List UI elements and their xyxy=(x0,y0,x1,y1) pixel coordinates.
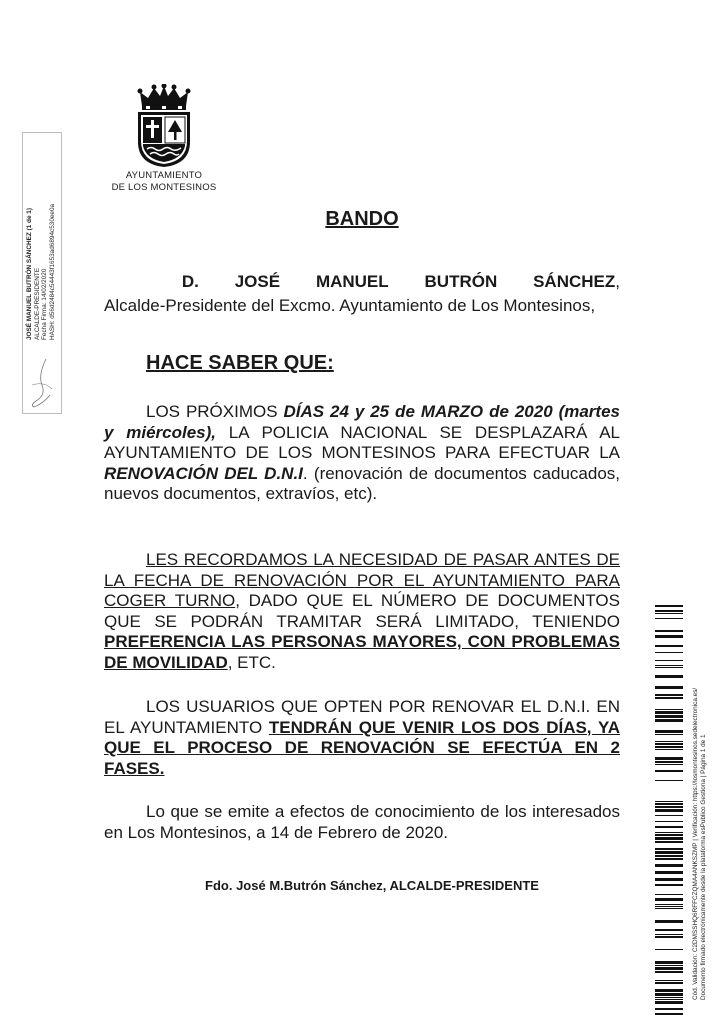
name-word-1: JOSÉ xyxy=(234,272,281,291)
p3-text-a: LOS USUARIOS QUE OPTEN POR RENOVAR EL D.N.I. EN EL AYUNTAMIENTO xyxy=(104,697,620,737)
mayor-role: Alcalde-Presidente del Excmo. Ayuntamiento de Los Montesinos, xyxy=(104,296,596,315)
p1-dates: DÍAS 24 y 25 de MARZO de 2020 (martes y miércoles), xyxy=(104,402,620,442)
name-word-4: SÁNCHEZ xyxy=(533,272,616,291)
paragraph-closing xyxy=(104,802,620,843)
stamp-date: Fecha Firma: 14/02/2020 xyxy=(41,268,49,340)
p2-reminder: LES RECORDAMOS LA NECESIDAD DE PASAR ANTES DE LA FECHA DE RENOVACIÓN POR EL AYUNTAMIENTO PARA COGER TURNO xyxy=(104,550,620,610)
p1-text-a: LOS PRÓXIMOS xyxy=(146,402,284,421)
name-word-2: MANUEL xyxy=(315,272,389,291)
p3-two-days: TENDRÁN QUE VENIR LOS DOS DÍAS, YA QUE EL PROCESO DE RENOVACIÓN SE EFECTÚA EN 2 FASES. xyxy=(104,717,620,778)
p1-text-e: . (renovación de documentos caducados, nuevos documentos, extravíos, etc). xyxy=(104,463,620,503)
paragraph-turn xyxy=(104,550,620,673)
p1-text-c: LA POLICIA NACIONAL SE DESPLAZARÁ AL AYUNTAMIENTO DE LOS MONTESINOS PARA EFECTUAR LA xyxy=(104,422,620,462)
verification-text xyxy=(692,688,708,1000)
honorific: D. xyxy=(181,272,199,291)
verification-line-1: Cód. Validación: C2DMSSHQ6RFFCZQMA4ANKSZMP | Verificación: https://losmontesinos.sedelectronica.es/ xyxy=(692,687,699,1000)
name-comma: , xyxy=(615,272,620,291)
paragraph-dates xyxy=(104,402,620,505)
verification-line-2: Documento firmado electrónicamente desde la plataforma esPublico Gestiona | Página 1 de 1 xyxy=(700,734,708,1000)
paragraph-two-days xyxy=(104,697,620,779)
signature-line: Fdo. José M.Butrón Sánchez, ALCALDE-PRESIDENTE xyxy=(205,878,539,893)
stamp-name: JOSÉ MANUEL BUTRÓN SÁNCHEZ (1 de 1) xyxy=(26,208,33,340)
document-title: BANDO xyxy=(325,208,399,230)
p4-text: Lo que se emite a efectos de conocimiento de los interesados en Los Montesinos, a 14 de Febrero de 2020. xyxy=(104,802,620,842)
organization-name xyxy=(100,170,228,194)
stamp-hash: HASH: d56d2484c54443f1653ad6894c530ee0a xyxy=(48,203,56,340)
p2-preference: PREFERENCIA LAS PERSONAS MAYORES, CON PROBLEMAS DE MOVILIDAD xyxy=(104,632,620,672)
handwritten-signature xyxy=(24,355,58,410)
signature-stamp-text xyxy=(26,204,56,340)
stamp-role: ALCALDE-PRESIDENTE xyxy=(33,267,41,340)
p1-renewal: RENOVACIÓN DEL D.N.I xyxy=(104,463,303,483)
barcode-icon xyxy=(655,605,683,1015)
org-line-2: DE LOS MONTESINOS xyxy=(111,182,217,193)
p2-text-b: , DADO QUE EL NÚMERO DE DOCUMENTOS QUE SE PODRÁN TRAMITAR SERÁ LIMITADO, TENIENDO xyxy=(104,591,620,631)
coat-of-arms-logo xyxy=(130,84,198,168)
hace-saber-heading: HACE SABER QUE: xyxy=(146,352,334,374)
org-line-1: AYUNTAMIENTO xyxy=(125,170,203,181)
name-word-3: BUTRÓN xyxy=(424,272,498,291)
p2-text-d: , ETC. xyxy=(227,652,276,672)
mayor-name-line xyxy=(104,272,620,293)
